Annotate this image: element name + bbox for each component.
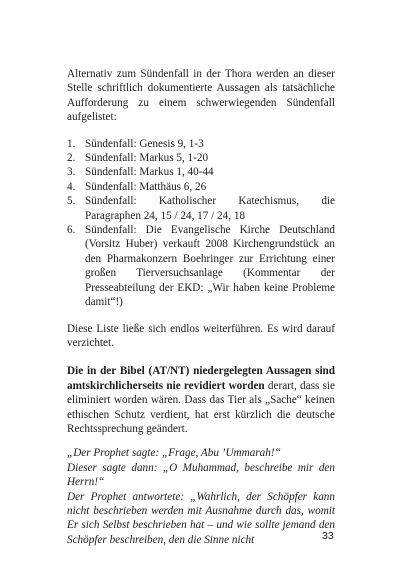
list-item-number: 5. (67, 195, 76, 208)
list-item-number: 6. (67, 224, 76, 237)
quote-line: „Der Prophet sagte: „Frage, Abu ’Ummarah!“ (67, 447, 281, 460)
after-list-paragraph: Diese Liste ließe sich endlos weiterführen. Es wird darauf verzichtet. (67, 322, 335, 349)
list-item (67, 151, 335, 165)
quote-line: Der Prophet antwortete: „Wahrlich, der Schöpfer kann nicht beschrieben werden mit Ausnahme durch das, womit Er sich Selbst beschrieben hat – und wie sollte jemand den Schöpfer beschreiben, den die Sinne nicht (67, 490, 335, 546)
bold-statement: Die in der Bibel (AT/NT) niedergelegten Aussagen sind amtskirchlicherseits nie revidiert worden (67, 365, 335, 392)
list-item-text: Sündenfall: Katholischer Katechismus, die Paragraphen 24, 15 / 24, 17 / 24, 18 (85, 195, 335, 222)
list-item-number: 1. (67, 137, 76, 150)
page-number: 33 (322, 530, 334, 542)
list-item-text: Sündenfall: Markus 1, 40-44 (85, 166, 214, 179)
list-item-text: Sündenfall: Markus 5, 1-20 (85, 152, 209, 165)
bold-statement-continuation: derart, dass sie eliminiert worden wären. Dass das Tier als „Sache“ keinen ethischen Schutz verdient, hat erst kürzlich die deutsche Rechtssprechung geändert. (67, 379, 335, 435)
list-item-text: Sündenfall: Genesis 9, 1-3 (85, 137, 204, 150)
page-body (67, 67, 335, 547)
list-item (67, 223, 335, 309)
quote-line: Dieser sagte dann: „O Muhammad, beschreibe mir den Herrn!“ (67, 461, 335, 489)
list-item (67, 137, 335, 151)
prophet-quote (67, 446, 335, 547)
bold-statement-paragraph (67, 364, 335, 436)
numbered-list (67, 137, 335, 310)
intro-paragraph: Alternativ zum Sündenfall in der Thora werden an dieser Stelle schriftlich dokumentierte Aussagen als tatsächliche Aufforderung zu einem schwerwiegenden Sündenfall aufgelistet: (67, 68, 335, 124)
list-item-number: 4. (67, 180, 76, 193)
list-item-text: Sündenfall: Die Evangelische Kirche Deutschland (Vorsitz Huber) verkauft 2008 Kirchengrundstück an den Pharmakonzern Boehringer zur Errichtung einer großen Tierversuchsanlage (Kommentar der Presseabteilung der EKD: „Wir haben keine Probleme damit“!) (85, 224, 335, 309)
list-item-text: Sündenfall: Matthäus 6, 26 (85, 180, 207, 193)
list-item-number: 2. (67, 152, 76, 165)
list-item-number: 3. (67, 166, 76, 179)
list-item (67, 180, 335, 194)
list-item (67, 165, 335, 179)
list-item (67, 194, 335, 223)
